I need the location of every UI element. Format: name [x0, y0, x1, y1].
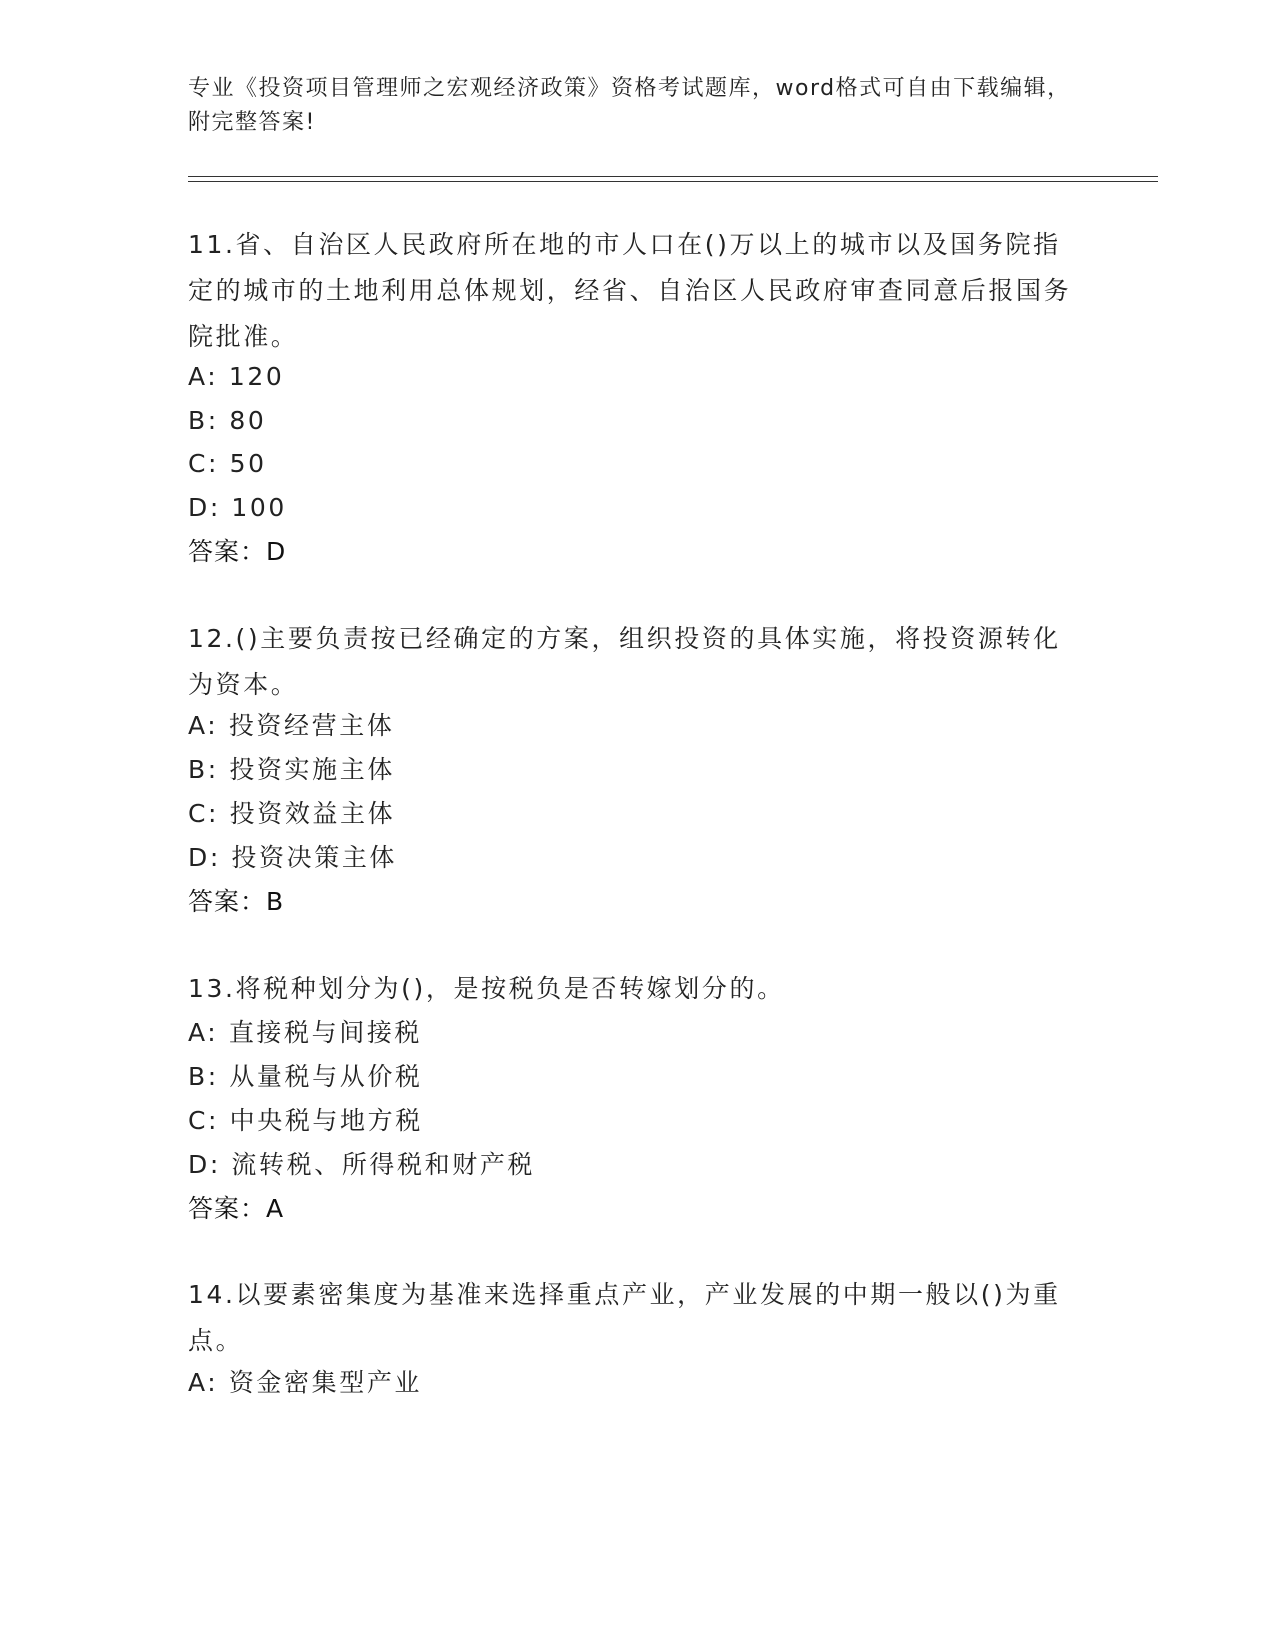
question-option: C: 投资效益主体 — [188, 799, 396, 828]
question-stem: 13.将税种划分为()，是按税负是否转嫁划分的。 — [188, 974, 785, 1003]
question-option: A: 120 — [188, 362, 285, 391]
question-answer: 答案：B — [188, 887, 285, 916]
question-answer: 答案：D — [188, 537, 287, 566]
question-option: D: 流转税、所得税和财产税 — [188, 1150, 536, 1179]
question-option: B: 投资实施主体 — [188, 755, 395, 784]
question-stem: 14.以要素密集度为基准来选择重点产业，产业发展的中期一般以()为重点。 — [188, 1280, 1061, 1355]
question-option: A: 直接税与间接税 — [188, 1018, 423, 1047]
question-option: B: 80 — [188, 406, 267, 435]
question-option: C: 50 — [188, 449, 267, 478]
document-header: 专业《投资项目管理师之宏观经济政策》资格考试题库，word格式可自由下载编辑，附完整答案! — [188, 76, 1071, 135]
header-rule-top — [188, 176, 1158, 177]
question-stem: 11.省、自治区人民政府所在地的市人口在()万以上的城市以及国务院指定的城市的土地利用总体规划，经省、自治区人民政府审查同意后报国务院批准。 — [188, 230, 1072, 351]
question-option: C: 中央税与地方税 — [188, 1106, 423, 1135]
question-option: A: 投资经营主体 — [188, 711, 395, 740]
question-option: A: 资金密集型产业 — [188, 1368, 423, 1397]
question-option: D: 投资决策主体 — [188, 843, 398, 872]
header-rule-bottom — [188, 181, 1158, 182]
question-option: D: 100 — [188, 493, 287, 522]
question-stem: 12.()主要负责按已经确定的方案，组织投资的具体实施，将投资源转化为资本。 — [188, 624, 1061, 699]
question-answer: 答案：A — [188, 1194, 285, 1223]
question-option: B: 从量税与从价税 — [188, 1062, 423, 1091]
